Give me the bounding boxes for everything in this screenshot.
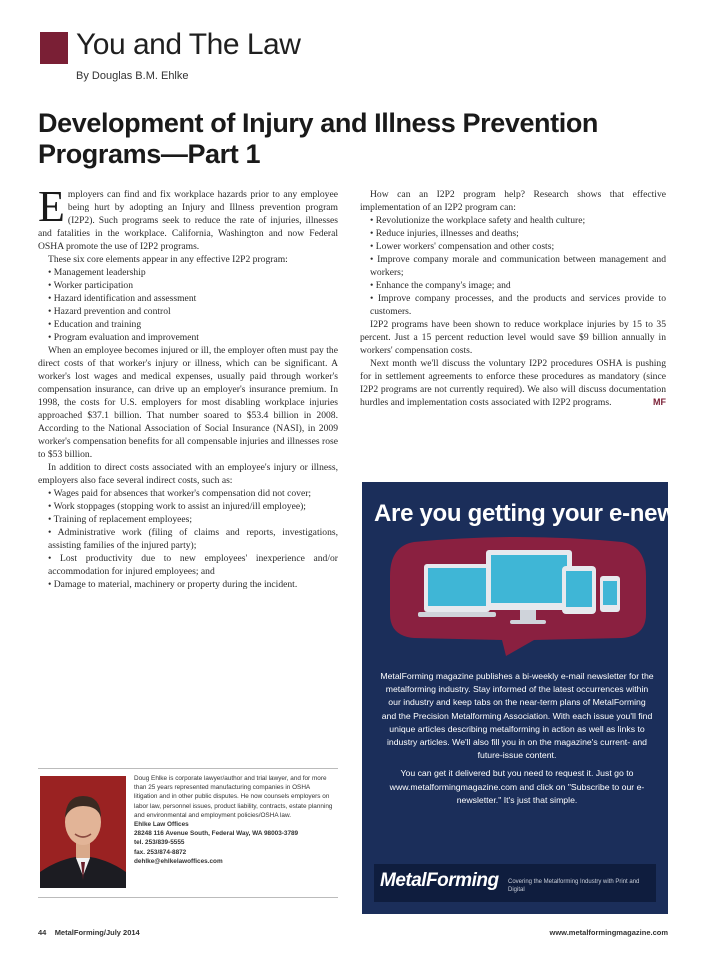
- elements-lead: These six core elements appear in any effective I2P2 program:: [48, 254, 288, 265]
- left-column: [38, 182, 338, 591]
- footer-left: [38, 928, 140, 937]
- list-item: • Management leadership: [48, 267, 146, 278]
- list-item: • Damage to material, machinery or property during the incident.: [48, 579, 298, 590]
- next-month-paragraph: [360, 357, 666, 409]
- intro-text: mployers can find and fix workplace hazards prior to any employee being hurt by adopting an Injury and Illness prevention program (I2P2). Such programs seek to reduce the rate of injuries, illnesses and fatalities in the workplace. California, Washington and now Federal OSHA promote the use of I2P2 programs.: [38, 189, 338, 252]
- bio-address: 28248 116 Avenue South, Federal Way, WA 98003-3789: [134, 830, 299, 838]
- list-item: • Worker participation: [48, 280, 133, 291]
- section-color-bar: [40, 32, 68, 64]
- list-item: • Hazard identification and assessment: [48, 293, 197, 304]
- metalforming-logo: MetalForming: [380, 870, 499, 891]
- byline: By Douglas B.M. Ehlke: [76, 70, 189, 82]
- list-item: • Wages paid for absences that worker's compensation did not cover;: [48, 488, 312, 499]
- list-item: • Enhance the company's image; and: [370, 280, 511, 291]
- bio-fax: fax. 253/874-8872: [134, 848, 187, 856]
- devices-speech-bubble-icon: [384, 536, 652, 656]
- footer-right: [550, 928, 669, 937]
- results-paragraph: I2P2 programs have been shown to reduce workplace injuries by 15 to 35 percent. Just a 15 percent reduction level would save $9 billion annually in workers' compensation costs.: [360, 319, 666, 356]
- bio-email[interactable]: dehlke@ehlkelawoffices.com: [134, 857, 223, 865]
- ad-body-paragraph-1: MetalForming magazine publishes a bi-weekly e-mail newsletter for the metalforming industry. Stay informed of the latest occurrences within our industry and keep tabs on the near-term plans of MetalForming and the Precision Metalforming Association. With each issue you'll find unique articles describing metalforming in action as well as links to industry articles. We'll also fill you in on the magazine's current- and future-issue content.: [380, 671, 654, 761]
- list-item: • Administrative work (filing of claims and reports, investigations, assisting families of the injured party);: [48, 527, 338, 551]
- ad-body: [380, 670, 654, 807]
- footer-magazine-issue: MetalForming/July 2014: [54, 928, 140, 937]
- list-item: • Program evaluation and improvement: [48, 332, 199, 343]
- ad-body-paragraph-2: You can get it delivered but you need to request it. Just go to www.metalformingmagazine.com and click on "Subscribe to our e-newsletter." It's just that simple.: [389, 768, 645, 805]
- next-month-text: Next month we'll discuss the voluntary I2P2 procedures OSHA is pushing for in settlement agreements to enforce these procedures as mandatory (since I2P2 programs are not currently required). We also will discuss documentation hurdles and implementation costs associated with I2P2 programs.: [360, 358, 666, 408]
- article-headline: Development of Injury and Illness Prevention Programs—Part 1: [38, 108, 599, 169]
- ad-headline: Are you getting your e-news?: [374, 500, 703, 527]
- bio-tel: tel. 253/839-5555: [134, 839, 185, 847]
- list-item: • Lower workers' compensation and other costs;: [370, 241, 555, 252]
- help-lead: How can an I2P2 program help? Research shows that effective implementation of an I2P2 program can:: [360, 189, 666, 213]
- list-item: • Training of replacement employees;: [48, 514, 193, 525]
- author-portrait-icon: [40, 776, 126, 888]
- section-title: You and The Law: [76, 28, 301, 61]
- right-column: [360, 188, 666, 409]
- list-item: • Education and training: [48, 319, 142, 330]
- list-item: • Revolutionize the workplace safety and health culture;: [370, 215, 586, 226]
- bio-text: Doug Ehlke is corporate lawyer/author and trial lawyer, and for more than 25 years represented manufacturing companies in OSHA litigation and in other public disputes. He now counsels employers on labor law, personnel issues, product liability, contracts, estate planning and environmental and employment policies/OSHA law.: [134, 775, 333, 819]
- indirect-lead: In addition to direct costs associated with an employee's injury or illness, employers also face several indirect costs, such as:: [38, 462, 338, 486]
- intro-paragraph: [38, 182, 338, 253]
- list-item: • Improve company morale and communication between management and workers;: [370, 254, 666, 278]
- page-number: 44: [38, 928, 47, 937]
- logo-tagline: Covering the Metalforming Industry with Print and Digital: [508, 879, 640, 893]
- list-item: • Lost productivity due to new employees' inexperience and/or accommodation for injured employees; and: [48, 553, 338, 577]
- list-item: • Reduce injuries, illnesses and deaths;: [370, 228, 519, 239]
- footer-website[interactable]: www.metalformingmagazine.com: [549, 928, 668, 937]
- end-mark: MF: [653, 397, 666, 407]
- list-item: • Work stoppages (stopping work to assist an injured/ill employee);: [48, 501, 306, 512]
- drop-cap: E: [38, 182, 65, 231]
- list-item: • Hazard prevention and control: [48, 306, 171, 317]
- author-photo: [40, 776, 126, 888]
- author-bio: [134, 774, 334, 866]
- costs-paragraph: When an employee becomes injured or ill, the employer often must pay the direct costs of that worker's injury or illness, which can be significant. A worker's lost wages and medical expenses, usually paid through worker's compensation insurance, can drive up an employer's insurance premium. In 1998, the costs for U.S. employers for most disabling workplace injuries approached $37.1 billion. That number soared to $53.4 billion in 2008. According to the National Association of Social Insurance (NASI), in 2009 worker's compensation benefits for all compensable injuries and illnesses rose to $53 billion.: [38, 345, 338, 460]
- bio-firm: Ehlke Law Offices: [134, 821, 189, 829]
- list-item: • Improve company processes, and the products and services provide to customers.: [370, 293, 666, 317]
